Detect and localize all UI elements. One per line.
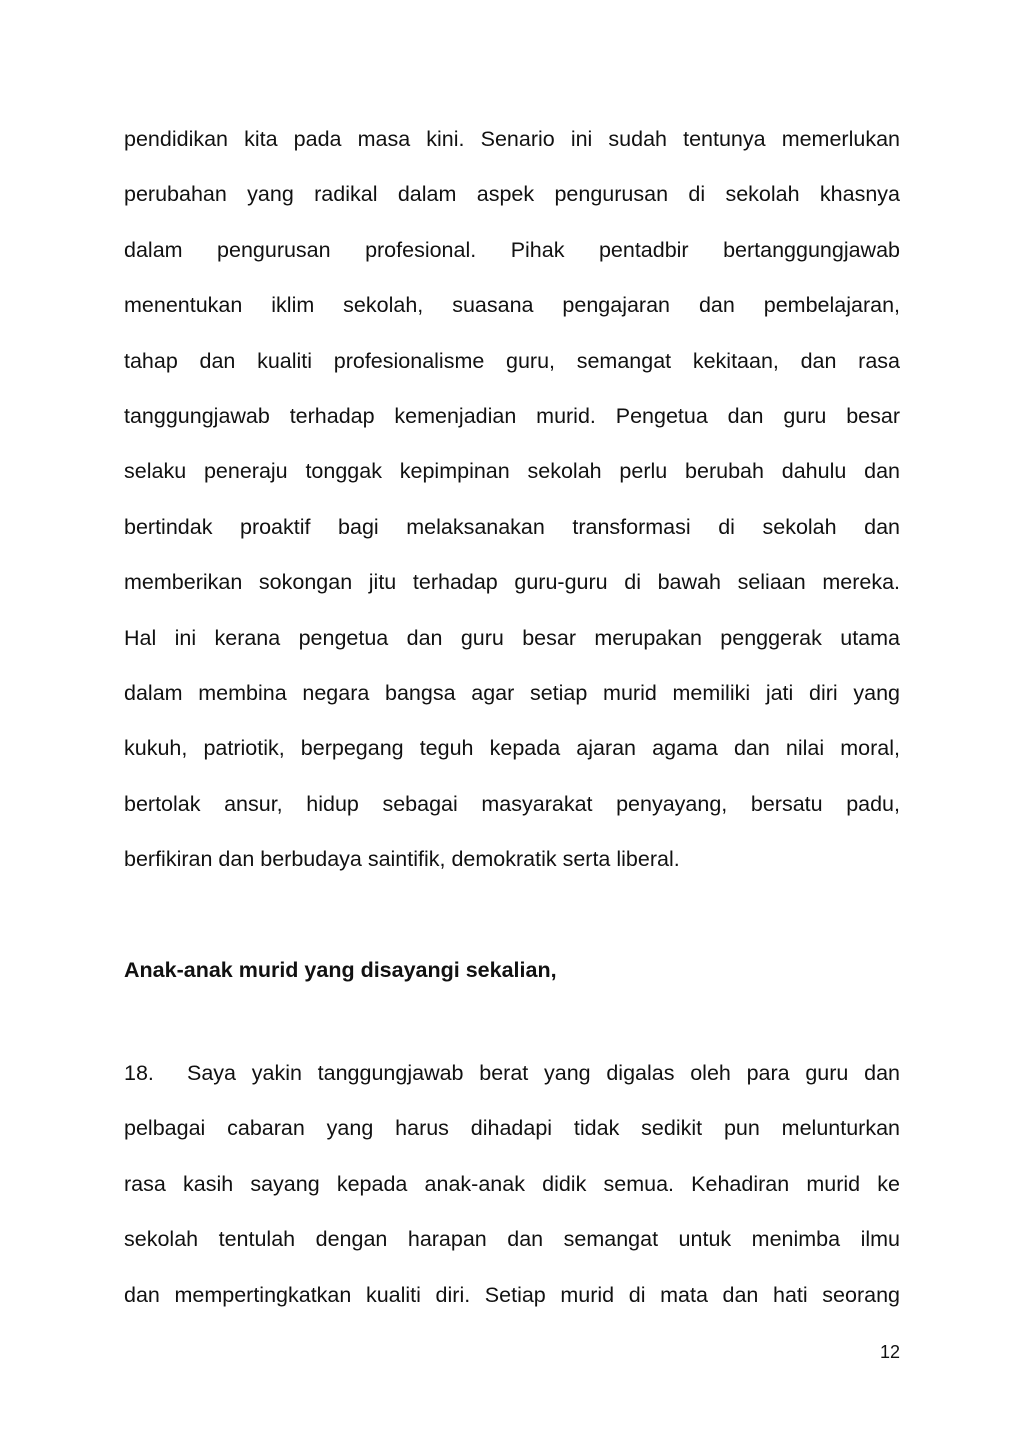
text-line: sekolah tentulah dengan harapan dan semangat untuk menimba ilmu: [124, 1227, 900, 1251]
text-line: perubahan yang radikal dalam aspek pengurusan di sekolah khasnya: [124, 182, 900, 206]
text-line: dalam pengurusan profesional. Pihak pentadbir bertanggungjawab: [124, 238, 900, 262]
text-line: rasa kasih sayang kepada anak-anak didik semua. Kehadiran murid ke: [124, 1172, 900, 1196]
section-heading: Anak-anak murid yang disayangi sekalian,: [124, 958, 557, 982]
page-number: 12: [879, 1342, 900, 1362]
text-line: dan mempertingkatkan kualiti diri. Setiap murid di mata dan hati seorang: [124, 1283, 900, 1307]
text-line: menentukan iklim sekolah, suasana pengajaran dan pembelajaran,: [124, 293, 900, 317]
text-line: bertolak ansur, hidup sebagai masyarakat penyayang, bersatu padu,: [124, 792, 900, 816]
paragraph-number: 18.: [124, 1061, 154, 1085]
text-line: pendidikan kita pada masa kini. Senario ini sudah tentunya memerlukan: [124, 127, 900, 151]
text-line: tanggungjawab terhadap kemenjadian murid. Pengetua dan guru besar: [124, 404, 900, 428]
text-line: pelbagai cabaran yang harus dihadapi tidak sedikit pun melunturkan: [124, 1116, 900, 1140]
text-line: Saya yakin tanggungjawab berat yang digalas oleh para guru dan: [187, 1061, 900, 1085]
text-line: Hal ini kerana pengetua dan guru besar merupakan penggerak utama: [124, 626, 900, 650]
text-line: kukuh, patriotik, berpegang teguh kepada ajaran agama dan nilai moral,: [124, 736, 900, 760]
text-line: berfikiran dan berbudaya saintifik, demokratik serta liberal.: [124, 847, 680, 871]
text-line: memberikan sokongan jitu terhadap guru-guru di bawah seliaan mereka.: [124, 570, 900, 594]
numbered-paragraph-first-line: [124, 1058, 900, 1088]
text-line: tahap dan kualiti profesionalisme guru, semangat kekitaan, dan rasa: [124, 349, 900, 373]
text-line: selaku peneraju tonggak kepimpinan sekolah perlu berubah dahulu dan: [124, 459, 900, 483]
text-line: dalam membina negara bangsa agar setiap murid memiliki jati diri yang: [124, 681, 900, 705]
text-line: bertindak proaktif bagi melaksanakan transformasi di sekolah dan: [124, 515, 900, 539]
